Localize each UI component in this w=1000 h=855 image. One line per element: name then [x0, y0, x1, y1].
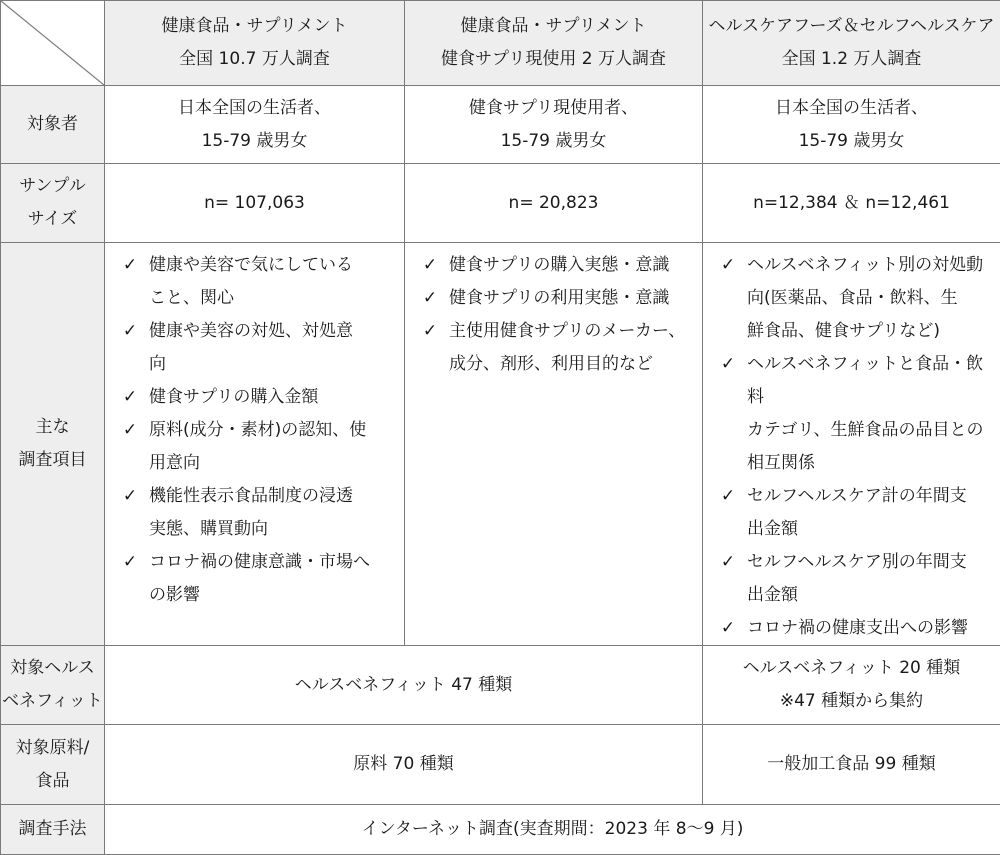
items-col1-list: [105, 249, 404, 612]
list-item: ✓ セルフヘルスケア別の年間支 出金額: [703, 546, 994, 612]
check-icon: ✓: [719, 546, 737, 579]
header-col2-line1: 健康食品・サプリメント: [405, 10, 702, 43]
check-icon: ✓: [421, 315, 439, 348]
items-row: [1, 243, 1000, 646]
check-icon: ✓: [719, 612, 737, 645]
header-col1-line1: 健康食品・サプリメント: [105, 10, 404, 43]
material-label: [1, 725, 105, 805]
check-icon: ✓: [121, 315, 139, 348]
header-col1-line2: 全国 10.7 万人調査: [105, 43, 404, 76]
material-label-line1: 対象原料/: [1, 732, 104, 765]
check-icon: ✓: [121, 546, 139, 579]
benefit-col3: [703, 646, 1000, 725]
list-item: ✓ 健食サプリの利用実態・意識: [405, 282, 696, 315]
items-label: [1, 243, 105, 646]
check-icon: ✓: [719, 348, 737, 381]
check-icon: ✓: [121, 381, 139, 414]
check-icon: ✓: [719, 480, 737, 513]
header-col3-line2: 全国 1.2 万人調査: [703, 43, 1000, 76]
target-col2: [405, 86, 703, 164]
benefit-col3-line2: ※47 種類から集約: [703, 685, 1000, 718]
material-col3: 一般加工食品 99 種類: [703, 725, 1000, 805]
list-item: ✓ コロナ禍の健康意識・市場へ の影響: [105, 546, 398, 612]
items-col2: [405, 243, 703, 646]
sample-col2: n= 20,823: [405, 164, 703, 243]
benefit-col3-line1: ヘルスベネフィット 20 種類: [703, 652, 1000, 685]
header-col2: [405, 1, 703, 86]
target-col3: [703, 86, 1000, 164]
target-label: 対象者: [1, 86, 105, 164]
target-col2-line1: 健食サプリ現使用者、: [405, 92, 702, 125]
material-label-line2: 食品: [1, 765, 104, 798]
target-col1-line2: 15-79 歳男女: [105, 125, 404, 158]
sample-label: [1, 164, 105, 243]
items-col1: [105, 243, 405, 646]
header-col3-line1: ヘルスケアフーズ＆セルフヘルスケア: [703, 10, 1000, 43]
benefit-label-line1: 対象ヘルス: [1, 652, 104, 685]
target-col2-line2: 15-79 歳男女: [405, 125, 702, 158]
list-item: ✓ ヘルスベネフィットと食品・飲料 カテゴリ、生鮮食品の品目との 相互関係: [703, 348, 994, 480]
method-label: 調査手法: [1, 805, 105, 855]
items-label-line1: 主な: [1, 411, 104, 444]
check-icon: ✓: [421, 249, 439, 282]
list-item: ✓ 健食サプリの購入金額: [105, 381, 398, 414]
check-icon: ✓: [121, 480, 139, 513]
benefit-col12: ヘルスベネフィット 47 種類: [105, 646, 703, 725]
list-item: ✓ セルフヘルスケア計の年間支 出金額: [703, 480, 994, 546]
check-icon: ✓: [121, 414, 139, 447]
benefit-label-line2: ベネフィット: [1, 685, 104, 718]
sample-col1: n= 107,063: [105, 164, 405, 243]
target-col3-line1: 日本全国の生活者、: [703, 92, 1000, 125]
sample-label-line2: サイズ: [1, 203, 104, 236]
header-col2-line2: 健食サプリ現使用 2 万人調査: [405, 43, 702, 76]
list-item: ✓ 原料(成分・素材)の認知、使 用意向: [105, 414, 398, 480]
header-col1: [105, 1, 405, 86]
target-col3-line2: 15-79 歳男女: [703, 125, 1000, 158]
list-item: ✓ 健食サプリの購入実態・意識: [405, 249, 696, 282]
target-row: [1, 86, 1000, 164]
target-col1-line1: 日本全国の生活者、: [105, 92, 404, 125]
check-icon: ✓: [719, 249, 737, 282]
benefit-row: [1, 646, 1000, 725]
items-label-line2: 調査項目: [1, 444, 104, 477]
material-row: [1, 725, 1000, 805]
method-value: インターネット調査(実査期間：2023 年 8～9 月): [105, 805, 1000, 855]
list-item: ✓ 健康や美容の対処、対処意 向: [105, 315, 398, 381]
material-col12: 原料 70 種類: [105, 725, 703, 805]
sample-label-line1: サンプル: [1, 170, 104, 203]
list-item: ✓ 主使用健食サプリのメーカー、 成分、剤形、利用目的など: [405, 315, 696, 381]
check-icon: ✓: [421, 282, 439, 315]
items-col3: [703, 243, 1000, 646]
corner-diagonal-cell: [1, 1, 105, 86]
items-col3-list: [703, 249, 1000, 645]
benefit-label: [1, 646, 105, 725]
sample-col3: n=12,384 ＆ n=12,461: [703, 164, 1000, 243]
list-item: ✓ 機能性表示食品制度の浸透 実態、購買動向: [105, 480, 398, 546]
method-row: [1, 805, 1000, 855]
diagonal-line: [1, 1, 104, 85]
list-item: ✓ ヘルスベネフィット別の対処動 向(医薬品、食品・飲料、生 鮮食品、健食サプリなど): [703, 249, 994, 348]
target-col1: [105, 86, 405, 164]
list-item: ✓ コロナ禍の健康支出への影響: [703, 612, 994, 645]
list-item: ✓ 健康や美容で気にしている こと、関心: [105, 249, 398, 315]
sample-row: [1, 164, 1000, 243]
check-icon: ✓: [121, 249, 139, 282]
header-col3: [703, 1, 1000, 86]
items-col2-list: [405, 249, 702, 381]
header-row: [1, 1, 1000, 86]
